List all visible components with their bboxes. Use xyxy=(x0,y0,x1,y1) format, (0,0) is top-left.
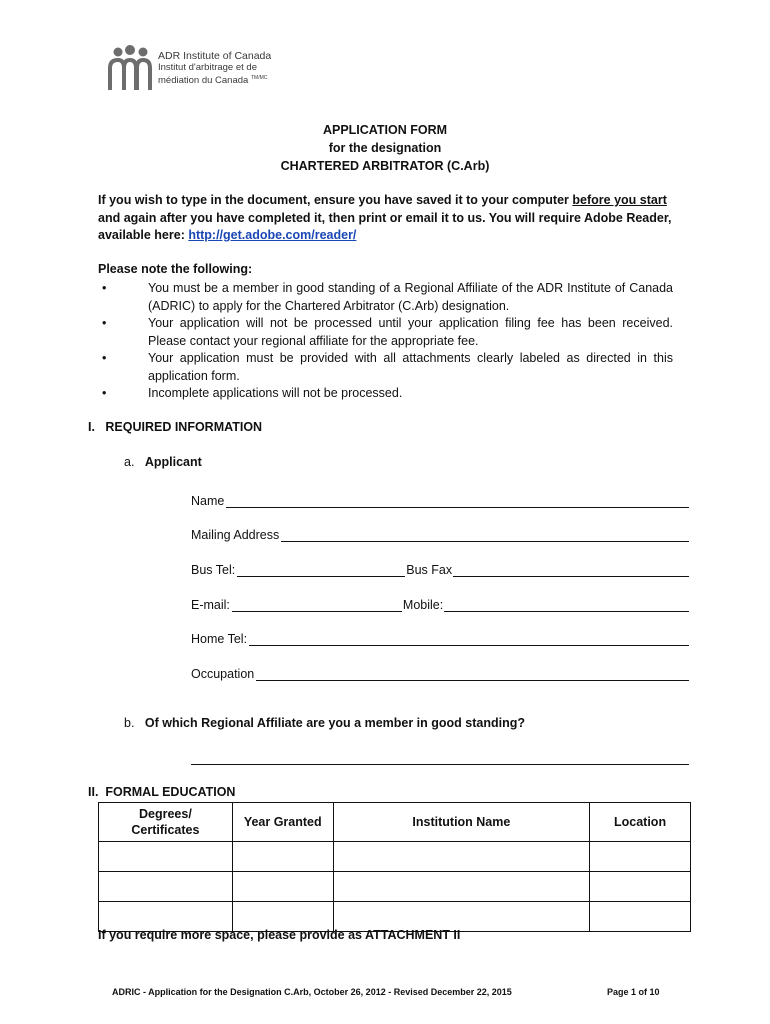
table-cell[interactable] xyxy=(590,902,691,932)
logo-line1: ADR Institute of Canada xyxy=(158,50,272,62)
list-item: • You must be a member in good standing of a Regional Affiliate of the ADR Institute of Canada (ADRIC) to apply for the Chartered Arbitrator (C.Arb) designation. xyxy=(102,281,673,313)
education-table xyxy=(98,802,691,932)
bullet-icon: • xyxy=(102,351,107,365)
logo-people-icon xyxy=(108,44,154,92)
table-cell[interactable] xyxy=(232,872,333,902)
table-row xyxy=(99,872,691,902)
notes-list xyxy=(98,280,673,403)
intro-paragraph xyxy=(98,192,678,245)
email-input-line[interactable] xyxy=(232,597,402,612)
mobile-input-line[interactable] xyxy=(444,597,689,612)
table-cell[interactable] xyxy=(99,872,233,902)
section-1-heading: I. REQUIRED INFORMATION xyxy=(88,420,263,434)
more-space-note: If you require more space, please provide as ATTACHMENT II xyxy=(98,928,461,942)
intro-part2: and again after you have completed it, then print or email it to us. You will require Adobe Reader, available here: xyxy=(98,210,672,242)
occupation-field[interactable]: Occupation xyxy=(191,663,689,681)
table-cell[interactable] xyxy=(590,872,691,902)
table-cell[interactable] xyxy=(99,842,233,872)
footer-text: ADRIC - Application for the Designation C.Arb, October 26, 2012 - Revised December 22, 2015 xyxy=(112,987,512,997)
location-header: Location xyxy=(590,803,691,842)
logo-mark: TM/MC xyxy=(250,75,268,81)
table-cell[interactable] xyxy=(99,902,233,932)
logo-line3: médiation du Canada xyxy=(158,75,249,87)
occupation-input-line[interactable] xyxy=(256,666,689,681)
logo-line2: Institut d'arbitrage et de xyxy=(158,62,257,73)
mailing-address-field[interactable]: Mailing Address xyxy=(191,524,689,542)
bullet-icon: • xyxy=(102,316,107,330)
section-2-heading: II. FORMAL EDUCATION xyxy=(88,785,236,799)
institution-header: Institution Name xyxy=(333,803,589,842)
logo-text xyxy=(158,50,271,86)
table-cell[interactable] xyxy=(333,872,589,902)
table-row xyxy=(99,842,691,872)
intro-underlined: before you start xyxy=(572,193,667,207)
form-title xyxy=(0,121,770,175)
table-cell[interactable] xyxy=(333,842,589,872)
name-input-line[interactable] xyxy=(226,493,689,508)
adric-logo xyxy=(108,44,288,94)
email-mobile-field[interactable]: E-mail: Mobile: xyxy=(191,594,689,612)
list-item: • Your application must be provided with all attachments clearly labeled as directed in this application form. xyxy=(102,351,673,383)
bus-tel-fax-field[interactable]: Bus Tel: Bus Fax xyxy=(191,559,689,577)
table-cell[interactable] xyxy=(232,842,333,872)
subsection-a-heading: a. Applicant xyxy=(124,455,202,469)
title-line3: CHARTERED ARBITRATOR (C.Arb) xyxy=(280,159,490,173)
title-line1: APPLICATION FORM xyxy=(322,123,448,137)
table-cell[interactable] xyxy=(590,842,691,872)
table-cell[interactable] xyxy=(333,902,589,932)
bullet-icon: • xyxy=(102,281,107,295)
table-header-row xyxy=(99,803,691,842)
list-item: • Incomplete applications will not be processed. xyxy=(98,385,673,403)
home-tel-field[interactable]: Home Tel: xyxy=(191,628,689,646)
table-row xyxy=(99,902,691,932)
mailing-address-input-line[interactable] xyxy=(281,527,689,542)
name-field[interactable]: Name xyxy=(191,490,689,508)
home-tel-input-line[interactable] xyxy=(249,631,689,646)
notes-heading: Please note the following: xyxy=(98,262,253,276)
year-header: Year Granted xyxy=(232,803,333,842)
page-number: Page 1 of 10 xyxy=(607,987,660,997)
bus-tel-input-line[interactable] xyxy=(237,562,405,577)
intro-part1: If you wish to type in the document, ensure you have saved it to your computer xyxy=(98,193,573,207)
title-line2: for the designation xyxy=(328,141,442,155)
table-cell[interactable] xyxy=(232,902,333,932)
bus-fax-input-line[interactable] xyxy=(453,562,689,577)
list-item: • Your application will not be processed until your application filing fee has been received. Please contact your regional affiliate for the appropriate fee. xyxy=(102,316,673,348)
bullet-icon: • xyxy=(102,386,107,400)
regional-affiliate-input-line[interactable] xyxy=(191,764,689,765)
adobe-reader-link[interactable]: http://get.adobe.com/reader/ xyxy=(188,228,357,242)
degrees-header: Degrees/ Certificates xyxy=(99,803,233,842)
subsection-b-heading: b. Of which Regional Affiliate are you a member in good standing? xyxy=(124,716,525,730)
